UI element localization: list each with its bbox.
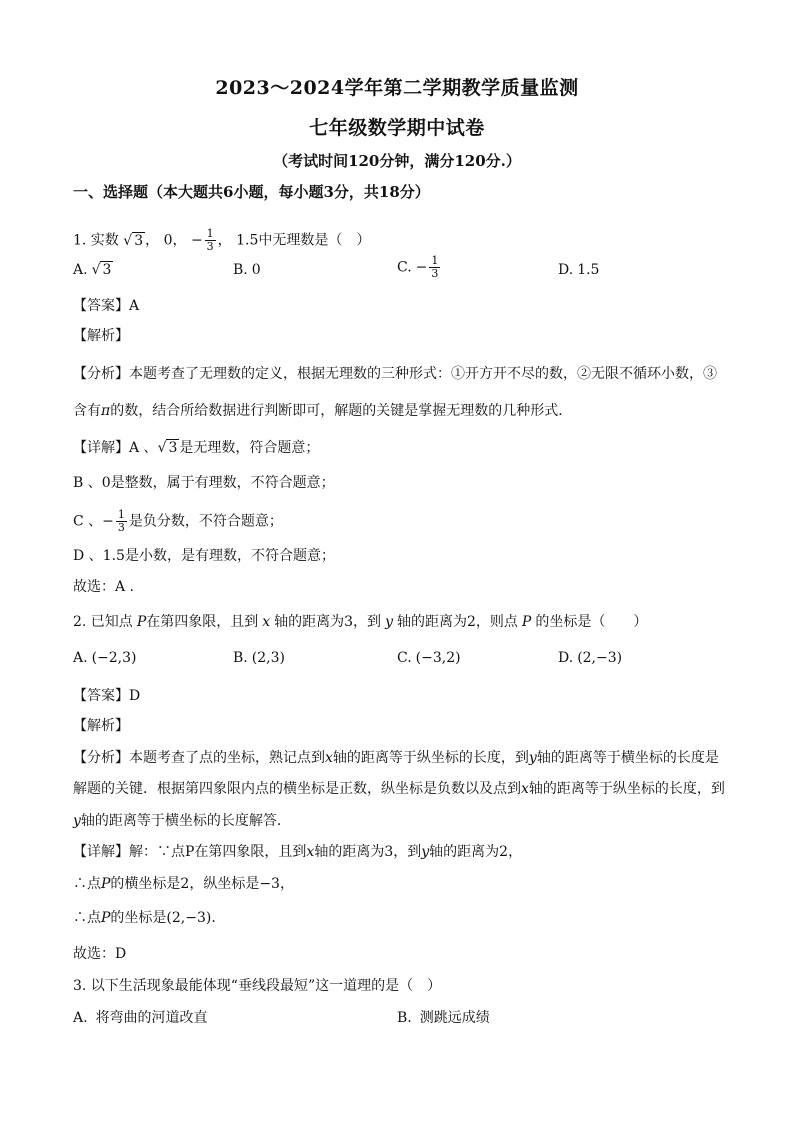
q1-option-c-fraction [429, 255, 440, 280]
q2-option-a-label: A. [73, 650, 88, 666]
exam-title: 2023～2024学年第二学期教学质量监测 [215, 77, 579, 99]
q2-detail-pre: 【详解】解： [73, 844, 157, 860]
q1-onefive: 1.5 [236, 232, 259, 249]
q1-sqrt-value: 3 [134, 232, 144, 249]
q2-stem-mid1: 在第四象限，且到 [146, 614, 259, 630]
q2-detail-post: 轴的距离为2， [429, 844, 523, 860]
q2-y-axis: y [385, 614, 393, 630]
section-heading: 一、选择题（本大题共6小题，每小题3分，共18分） [73, 183, 430, 201]
q1-analysis-line1: 【分析】本题考查了无理数的定义，根据无理数的三种形式：①开方开不尽的数，②无限不循环小数，③ [73, 366, 717, 382]
q2-line3-post: ． [211, 910, 226, 926]
q2-analysis-line1-pre: 【分析】本题考查了点的坐标，熟记点到 [73, 750, 325, 766]
q2-stem-post: 的坐标是（ ） [535, 614, 648, 630]
q1-option-b [233, 260, 261, 280]
q1-option-a-label: A. [73, 262, 88, 278]
q1-option-c [397, 255, 442, 280]
q1-sep2: ， [172, 232, 187, 249]
q1-option-c-den: 3 [431, 267, 439, 280]
q2-x-axis: x [262, 614, 271, 630]
q2-detail-point: 点P [171, 844, 195, 860]
q2-detail-y: y [421, 844, 430, 860]
q1-detail-c-neg: − [102, 513, 114, 530]
q2-line3-mid: 的坐标是 [110, 910, 167, 926]
q2-analysis-line1 [73, 748, 719, 768]
q1-sep1: ， [145, 232, 160, 249]
q2-analysis-line3 [73, 811, 291, 831]
q1-prefix: 1. 实数 [73, 232, 119, 249]
q2-option-d-label: D. [558, 650, 574, 666]
exam-subtitle: 七年级数学期中试卷 [309, 117, 485, 139]
q2-line2-post: 的横坐标是2，纵坐标是−3， [110, 876, 294, 892]
q1-choose: 故选：A . [73, 579, 135, 595]
q2-option-a-value: (−2,3) [91, 650, 137, 666]
q2-option-b [233, 648, 285, 668]
q2-analysis-line3-post: 轴的距离等于横坐标的长度解答． [80, 813, 291, 829]
q2-analysis-line2 [73, 779, 725, 799]
q2-analysis-title: 【解析】 [73, 718, 129, 734]
q1-option-d-value: 1.5 [577, 262, 600, 278]
q1-analysis-line2-pre: 含有 [73, 403, 101, 419]
q2-detail-mid1: 在第四象限，且到 [194, 844, 307, 860]
q1-detail-a-post: 是无理数，符合题意； [179, 440, 320, 456]
q2-detail-line1 [73, 842, 522, 862]
q2-analysis-line2-post: 轴的距离等于纵坐标的长度，到 [528, 781, 725, 797]
q2-analysis-x-2: x [521, 781, 529, 797]
q1-answer: 【答案】A [73, 298, 140, 314]
q1-analysis-line2-post: 的数，结合所给数据进行判断即可，解题的关键是掌握无理数的几种形式． [110, 403, 573, 419]
q2-stem [73, 612, 647, 632]
q2-stem-mid2: 轴的距离为3，到 [274, 614, 382, 630]
q3-option-b [397, 1008, 490, 1028]
q1-detail-a [73, 438, 319, 458]
q3-option-b-value: 测跳远成绩 [419, 1010, 490, 1026]
q2-stem-pre: 2. 已知点 [73, 614, 133, 630]
therefore-point: ∴点 [73, 876, 101, 892]
q2-detail-mid2: 轴的距离为3，到 [314, 844, 422, 860]
q2-line3-p: P [101, 910, 111, 926]
q1-option-d [558, 260, 599, 280]
q2-option-d-value: (2,−3) [577, 650, 623, 666]
q1-neg: − [190, 232, 203, 249]
sqrt-symbol: √ 3 [91, 262, 112, 278]
q2-stem-mid3: 轴的距离为2，则点 [396, 614, 518, 630]
q1-detail-a-sqrt: 3 [168, 440, 178, 456]
q3-option-b-label: B. [397, 1010, 412, 1026]
q2-option-c-value: (−3,2) [415, 650, 461, 666]
q1-detail-c [73, 509, 283, 534]
q3-stem: 3. 以下生活现象最能体现“垂线段最短”这一道理的是（ ） [73, 978, 442, 994]
q1-zero: 0 [163, 232, 173, 249]
q1-sep3: ， [217, 232, 232, 249]
q2-option-d [558, 648, 622, 668]
q2-analysis-line1-post: 轴的距离等于横坐标的长度是 [536, 750, 719, 766]
q1-option-a [73, 260, 113, 280]
q1-detail-c-den: 3 [117, 521, 125, 534]
q1-suffix: 中无理数是（ ） [258, 232, 371, 249]
q2-point-p: P [136, 614, 147, 630]
therefore-point-2: ∴点 [73, 910, 101, 926]
q1-detail-c-post: 是负分数，不符合题意； [128, 513, 283, 530]
q2-point-p-2: P [521, 614, 532, 630]
q3-option-a-label: A. [73, 1010, 88, 1026]
q2-line3-value: (2,−3) [166, 910, 212, 926]
q2-answer: 【答案】D [73, 688, 141, 704]
q1-detail-d: D 、1.5是小数，是有理数，不符合题意； [73, 548, 335, 564]
q1-option-c-num: 1 [431, 254, 439, 267]
q2-option-c [397, 648, 461, 668]
q1-detail-c-num: 1 [117, 508, 125, 521]
q2-detail-x: x [306, 844, 315, 860]
q1-option-a-value: 3 [102, 262, 112, 278]
q2-option-b-value: (2,3) [251, 650, 285, 666]
q3-option-a [73, 1008, 208, 1028]
q1-fraction [205, 228, 216, 253]
sqrt-symbol: √ 3 [123, 232, 144, 249]
q1-option-b-label: B. [233, 262, 248, 278]
q2-detail-line2 [73, 874, 294, 894]
q1-detail-a-pre: 【详解】A 、 [73, 440, 158, 456]
q1-option-d-label: D. [558, 262, 574, 278]
q1-frac-num: 1 [206, 227, 214, 240]
sqrt-symbol: √ 3 [157, 440, 178, 456]
pi-symbol: π [101, 403, 111, 419]
q2-analysis-line1-mid: 轴的距离等于纵坐标的长度，到 [332, 750, 529, 766]
q2-line2-p: P [101, 876, 111, 892]
q1-option-c-label: C. [397, 259, 412, 276]
q2-analysis-line2-pre: 解题的关键．根据第四象限内点的横坐标是正数，纵坐标是负数以及点到 [73, 781, 521, 797]
q1-detail-c-fraction [116, 509, 127, 534]
q2-analysis-y: y [528, 750, 537, 766]
q1-detail-b: B 、0是整数，属于有理数，不符合题意； [73, 475, 335, 491]
because-symbol: ∵ [157, 844, 171, 860]
q1-analysis-line2 [73, 401, 572, 421]
q2-detail-line3 [73, 908, 225, 928]
q3-option-a-value: 将弯曲的河道改直 [95, 1010, 208, 1026]
q1-option-b-value: 0 [251, 262, 261, 278]
q2-choose: 故选：D [73, 946, 127, 962]
q1-frac-den: 3 [206, 240, 214, 253]
q2-analysis-y-2: y [73, 813, 81, 829]
q1-stem [73, 228, 370, 253]
q1-option-c-neg: − [415, 259, 428, 276]
q2-option-a [73, 648, 136, 668]
q2-analysis-x: x [325, 750, 333, 766]
q2-option-c-label: C. [397, 650, 412, 666]
q1-analysis-title: 【解析】 [73, 328, 129, 344]
exam-note: （考试时间120分钟，满分120分.） [273, 152, 521, 170]
q1-detail-c-pre: C 、 [73, 513, 103, 530]
q2-option-b-label: B. [233, 650, 248, 666]
